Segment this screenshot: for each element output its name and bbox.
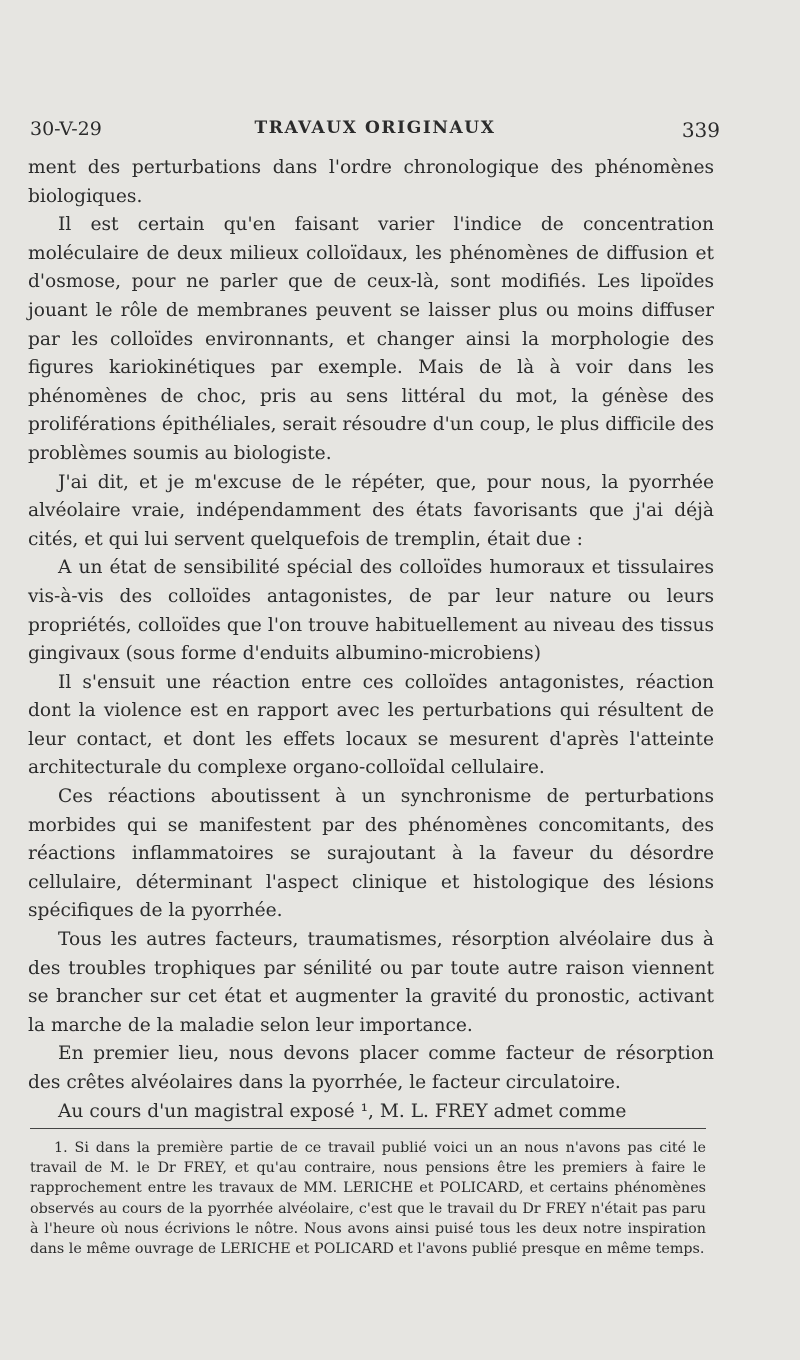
footnote bbox=[30, 1138, 706, 1259]
paragraph: A un état de sensibilité spécial des colloïdes humoraux et tissulaires vis-à-vis des colloïdes antagonistes, de par leur nature ou leurs propriétés, colloïdes que l'on trouve habituellement au niveau des tissus gingivaux (sous forme d'enduits albumino-microbiens) bbox=[28, 557, 714, 665]
paragraph: Au cours d'un magistral exposé ¹, M. L. FREY admet comme bbox=[58, 1100, 627, 1122]
paragraph: Ces réactions aboutissent à un synchronisme de perturbations morbides qui se manifestent par des phénomènes concomitants, des réactions inflammatoires se surajoutant à la faveur du désordre cellulaire, déterminant l'aspect clinique et histologique des lésions spécifiques de la pyorrhée. bbox=[28, 786, 714, 922]
paragraph: En premier lieu, nous devons placer comme facteur de résorption des crêtes alvéolaires dans la pyorrhée, le facteur circulatoire. bbox=[28, 1043, 714, 1093]
footnote-divider bbox=[30, 1128, 706, 1129]
header-title: TRAVAUX ORIGINAUX bbox=[254, 118, 496, 138]
paragraph: J'ai dit, et je m'excuse de le répéter, que, pour nous, la pyorrhée alvéolaire vraie, indépendamment des états favorisants que j'ai déjà cités, et qui lui servent quelquefois de tremplin, était due : bbox=[28, 471, 714, 550]
page-number: 339 bbox=[681, 118, 720, 142]
footnote-text: 1. Si dans la première partie de ce travail publié voici un an nous n'avons pas cité le travail de M. le Dr FREY, et qu'au contraire, nous pensions être les premiers à faire le rapprochement entre les travaux de MM. LERICHE et POLICARD, et certains phénomènes observés au cours de la pyorrhée alvéolaire, c'est que le travail du Dr FREY n'était pas paru à l'heure où nous écrivions le nôtre. Nous avons ainsi puisé tous les deux notre inspiration dans le même ouvrage de LERICHE et POLICARD et l'avons publié presque en même temps. bbox=[30, 1140, 706, 1258]
paragraph: ment des perturbations dans l'ordre chronologique des phénomènes biologiques. bbox=[28, 157, 714, 207]
paragraph: Tous les autres facteurs, traumatismes, résorption alvéolaire dus à des troubles trophiques par sénilité ou par toute autre raison viennent se brancher sur cet état et augmenter la gravité du pronostic, activant la marche de la maladie selon leur importance. bbox=[28, 929, 714, 1036]
header-date: 30-V-29 bbox=[30, 118, 102, 140]
body-text bbox=[28, 154, 714, 1126]
paragraph: Il s'ensuit une réaction entre ces colloïdes antagonistes, réaction dont la violence est en rapport avec les perturbations qui résultent de leur contact, et dont les effets locaux se mesurent d'après l'atteinte architecturale du complexe organo-colloïdal cellulaire. bbox=[28, 671, 714, 779]
paragraph: Il est certain qu'en faisant varier l'indice de concentration moléculaire de deux milieux colloïdaux, les phénomènes de diffusion et d'osmose, pour ne parler que de ceux-là, sont modifiés. Les lipoïdes jouant le rôle de membranes peuvent se laisser plus ou moins diffuser par les colloïdes environnants, et changer ainsi la morphologie des figures kariokinétiques par exemple. Mais de là à voir dans les phénomènes de choc, pris au sens littéral du mot, la génèse des proliférations épithéliales, serait résoudre d'un coup, le plus difficile des problèmes soumis au biologiste. bbox=[28, 214, 714, 464]
running-header bbox=[30, 118, 720, 148]
